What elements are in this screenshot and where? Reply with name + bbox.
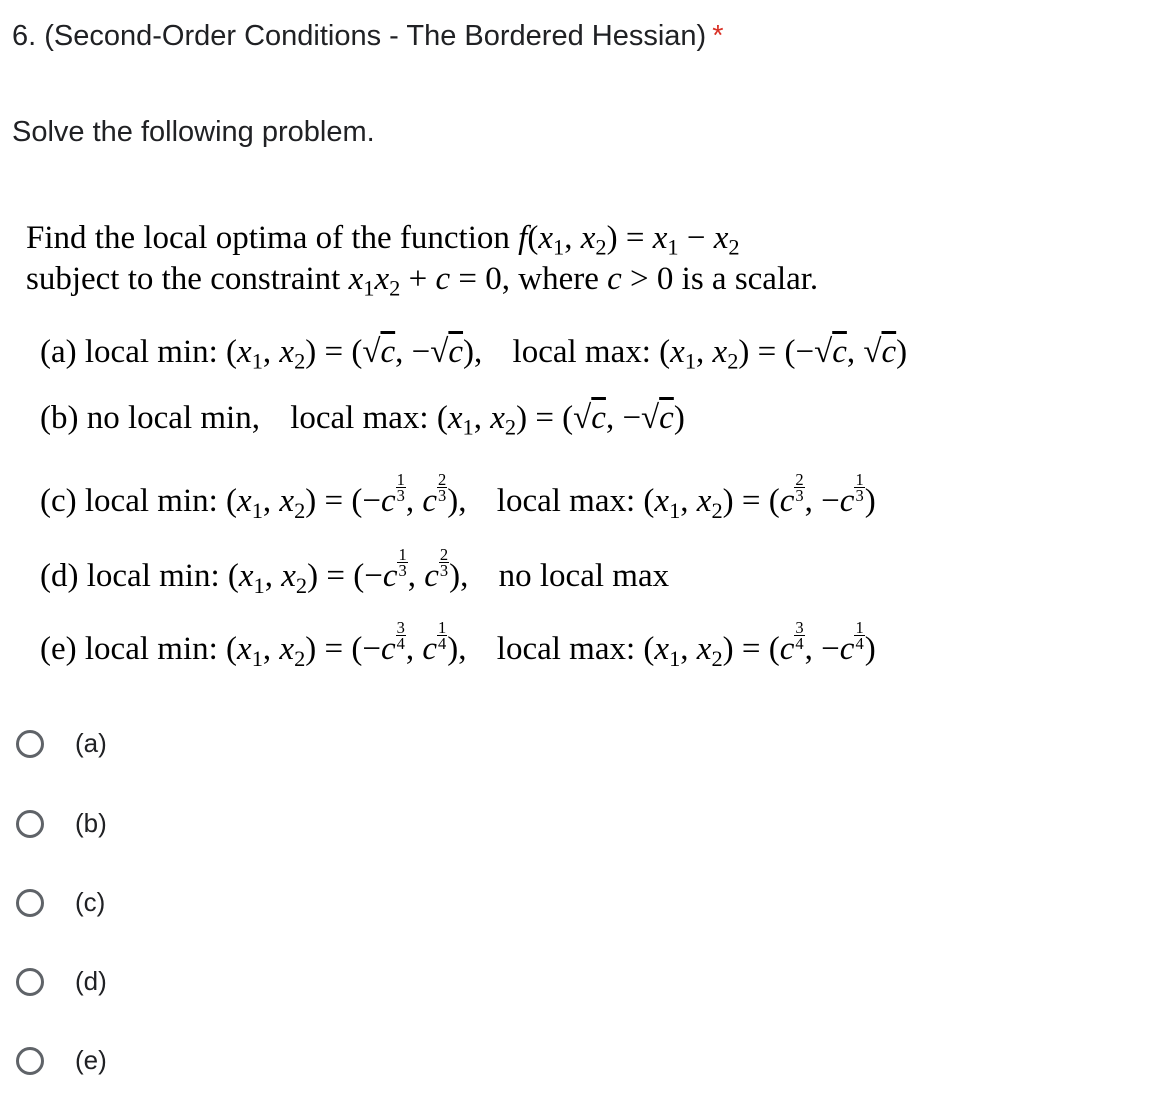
question-instructions: Solve the following problem.: [12, 116, 375, 148]
option-a-text: (a) local min: ($x_1$, $x_2) = (√c$, −√c), local max: ($x_1$, $x_2) = (-√c$, √c): [40, 334, 908, 374]
radio-button-b[interactable]: [16, 810, 44, 838]
radio-label-a: (a): [75, 728, 107, 758]
radio-label-e: (e): [75, 1045, 107, 1075]
option-e-text: (e) local min: ($x_1$, $x_2) = (-c$ $\frac{3}{4}$ , c $\frac{1}{4}$ ), local max: ($x_1$, $x_2) = (c$ $\frac{3}{4}$ , −c $\frac{1}{4}$ ): [40, 618, 876, 671]
radio-option-a[interactable]: [16, 728, 107, 759]
radio-label-c: (c): [75, 887, 106, 917]
question-title: [12, 20, 723, 53]
radio-option-b[interactable]: [16, 808, 107, 839]
problem-statement: [26, 218, 818, 300]
required-marker: *: [712, 20, 724, 52]
radio-option-c[interactable]: [16, 887, 105, 918]
radio-button-d[interactable]: [16, 968, 44, 996]
option-b-text: (b) no local min, local max: ($x_1$, $x_2) = (√c$, −√c): [40, 400, 685, 440]
option-c-text: (c) local min: ($x_1$, $x_2) = (-c$ $\frac{1}{3}$ , c $\frac{2}{3}$ ), local max: ($x_1$, $x_2) = (c$ $\frac{2}{3}$ , −c $\frac{1}{3}$ ): [40, 470, 876, 523]
option-d-text: (d) local min: ($x_1$, $x_2) = (-c$ $\frac{1}{3}$ , c $\frac{2}{3}$ ), no local max: [40, 545, 670, 598]
problem-line-2: subject to the constraint $x_1x_2 + c = 0$, where c > 0 is a scalar.: [26, 261, 819, 301]
question-title-text: 6. (Second-Order Conditions - The Bordered Hessian): [12, 20, 707, 52]
radio-option-e[interactable]: [16, 1045, 107, 1076]
problem-line-1: Find the local optima of the function $f(x_1$, $x_2) = x_1 - x_2$: [26, 220, 740, 260]
radio-label-d: (d): [75, 966, 107, 996]
radio-option-d[interactable]: [16, 966, 107, 997]
radio-button-a[interactable]: [16, 730, 44, 758]
radio-button-c[interactable]: [16, 889, 44, 917]
radio-button-e[interactable]: [16, 1047, 44, 1075]
radio-label-b: (b): [75, 808, 107, 838]
